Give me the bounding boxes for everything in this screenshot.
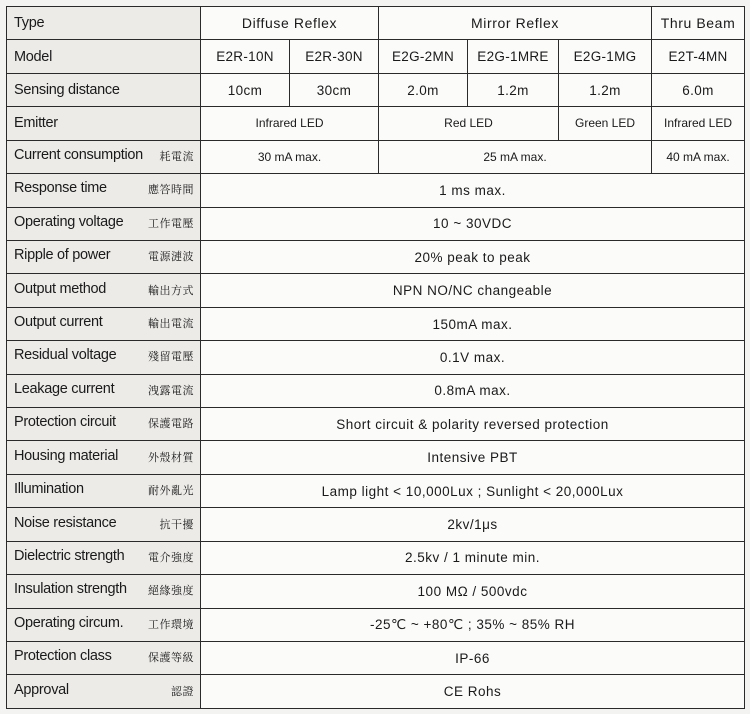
spec-row (7, 174, 745, 207)
spec-row (7, 508, 745, 541)
spec-label: Protection circuit 保護電路 (7, 408, 201, 441)
model-cell: E2G-2MN (379, 40, 468, 73)
spec-value: CE Rohs (201, 675, 745, 709)
emitter-label: Emitter (7, 107, 201, 140)
spec-label: Insulation strength 絕緣強度 (7, 575, 201, 608)
spec-label: Approval 認證 (7, 675, 201, 709)
spec-row (7, 207, 745, 240)
spec-row (7, 441, 745, 474)
spec-label: Operating voltage 工作電壓 (7, 207, 201, 240)
current-diffuse-cell: 30 mA max. (201, 140, 379, 173)
spec-value: 1 ms max. (201, 174, 745, 207)
sensing-distance-cell: 2.0m (379, 73, 468, 106)
spec-row (7, 374, 745, 407)
spec-value: Intensive PBT (201, 441, 745, 474)
model-label: Model (7, 40, 201, 73)
spec-label: Response time 應答時間 (7, 174, 201, 207)
current-consumption-label: Current consumption 耗電流 (7, 140, 201, 173)
spec-label: Ripple of power 電源漣波 (7, 240, 201, 273)
emitter-thru-cell: Infrared LED (652, 107, 745, 140)
emitter-mirror-red-cell: Red LED (379, 107, 559, 140)
current-consumption-label-zh: 耗電流 (159, 150, 194, 163)
model-cell: E2G-1MG (559, 40, 652, 73)
current-thru-cell: 40 mA max. (652, 140, 745, 173)
spec-row (7, 541, 745, 574)
spec-value: -25℃ ~ +80℃ ; 35% ~ 85% RH (201, 608, 745, 641)
spec-row (7, 675, 745, 709)
spec-value: 20% peak to peak (201, 240, 745, 273)
group-thru-beam: Thru Beam (652, 7, 745, 40)
spec-label: Dielectric strength 電介強度 (7, 541, 201, 574)
spec-label: Noise resistance 抗干擾 (7, 508, 201, 541)
spec-label: Residual voltage 殘留電壓 (7, 341, 201, 374)
spec-label: Protection class 保護等級 (7, 642, 201, 675)
spec-row (7, 642, 745, 675)
model-cell: E2R-10N (201, 40, 290, 73)
model-cell: E2T-4MN (652, 40, 745, 73)
spec-value: 10 ~ 30VDC (201, 207, 745, 240)
current-mirror-cell: 25 mA max. (379, 140, 652, 173)
spec-row (7, 307, 745, 340)
spec-label: Housing material 外殼材質 (7, 441, 201, 474)
sensing-distance-label: Sensing distance (7, 73, 201, 106)
sensing-distance-cell: 30cm (290, 73, 379, 106)
current-consumption-row (7, 140, 745, 173)
model-cell: E2G-1MRE (468, 40, 559, 73)
sensing-distance-cell: 1.2m (468, 73, 559, 106)
spec-row (7, 408, 745, 441)
sensing-distance-cell: 6.0m (652, 73, 745, 106)
spec-value: Lamp light < 10,000Lux ; Sunlight < 20,000Lux (201, 474, 745, 507)
spec-value: 2.5kv / 1 minute min. (201, 541, 745, 574)
spec-value: NPN NO/NC changeable (201, 274, 745, 307)
spec-row (7, 240, 745, 273)
spec-row (7, 608, 745, 641)
spec-label: Output method 輸出方式 (7, 274, 201, 307)
spec-table (6, 6, 745, 709)
type-label: Type (7, 7, 201, 40)
group-mirror-reflex: Mirror Reflex (379, 7, 652, 40)
spec-label: Leakage current 洩露電流 (7, 374, 201, 407)
spec-row (7, 274, 745, 307)
sensing-distance-row (7, 73, 745, 106)
spec-row (7, 474, 745, 507)
spec-value: 100 MΩ / 500vdc (201, 575, 745, 608)
sensing-distance-cell: 1.2m (559, 73, 652, 106)
spec-row (7, 341, 745, 374)
spec-value: Short circuit & polarity reversed protection (201, 408, 745, 441)
spec-value: 150mA max. (201, 307, 745, 340)
model-cell: E2R-30N (290, 40, 379, 73)
type-row (7, 7, 745, 40)
sensing-distance-cell: 10cm (201, 73, 290, 106)
spec-value: 0.8mA max. (201, 374, 745, 407)
spec-label: Illumination 耐外亂光 (7, 474, 201, 507)
spec-label: Operating circum. 工作環境 (7, 608, 201, 641)
spec-value: 2kv/1μs (201, 508, 745, 541)
emitter-mirror-green-cell: Green LED (559, 107, 652, 140)
emitter-row (7, 107, 745, 140)
spec-row (7, 575, 745, 608)
emitter-diffuse-cell: Infrared LED (201, 107, 379, 140)
model-row (7, 40, 745, 73)
spec-value: 0.1V max. (201, 341, 745, 374)
spec-label: Output current 輸出電流 (7, 307, 201, 340)
group-diffuse-reflex: Diffuse Reflex (201, 7, 379, 40)
spec-value: IP-66 (201, 642, 745, 675)
